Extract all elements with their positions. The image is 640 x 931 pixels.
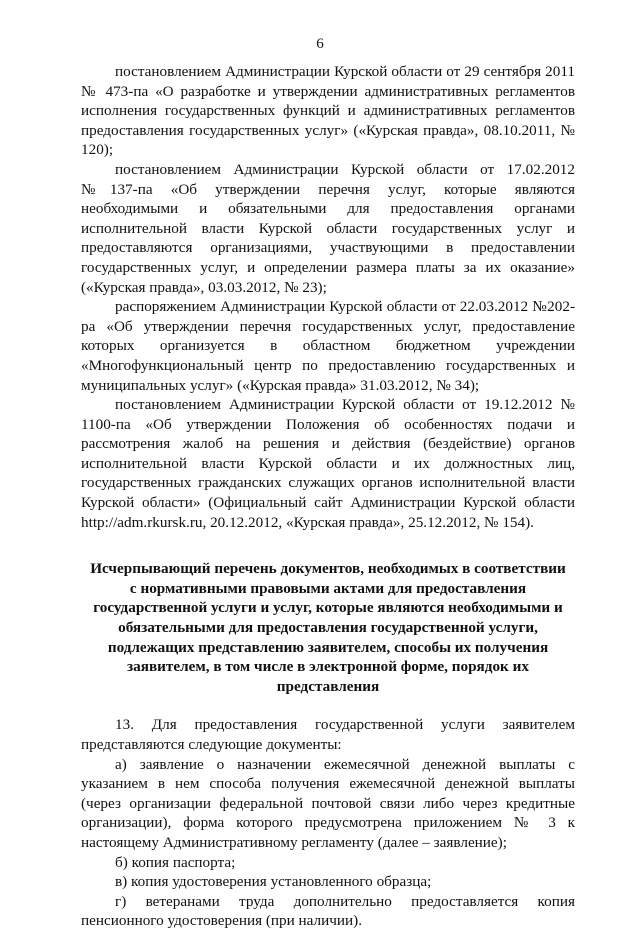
legal-act-paragraph: постановлением Администрации Курской области от 29 сентября 2011 № 473-па «О разработке и утверждении административных регламентов исполнения государственных функций и административных регламентов предоставления государственных услуг» («Курская правда», 08.10.2011, № 120); xyxy=(81,63,575,159)
section-paragraph: 13. Для предоставления государственной услуги заявителем представляются следующие документы: xyxy=(81,716,575,753)
section-paragraph: в) копия удостоверения установленного образца; xyxy=(115,873,432,891)
legal-act-paragraph: постановлением Администрации Курской области от 17.02.2012 №137-па «Об утверждении перечня услуг, которые являются необходимыми и обязательными для предоставления органами исполнительной власти Курской области государственных услуг и предоставляются организациями, участвующими в предоставлении государственных услуг, и определении размера платы за их оказание» («Курская правда», 03.03.2012, № 23); xyxy=(81,160,575,296)
document-body xyxy=(81,62,575,931)
legal-act-paragraph: постановлением Администрации Курской области от 19.12.2012 № 1100-па «Об утверждении Положения об особенностях подачи и рассмотрения жалоб на решения и действия (бездействие) органов исполнительной власти Курской области и их должностных лиц, государственных гражданских служащих органов исполнительной власти Курской области» (Официальный сайт Администрации Курской области http://adm.rkursk.ru, 20.12.2012, «Курская правда», 25.12.2012, № 154). xyxy=(81,396,575,531)
section-paragraph: г) ветеранами труда дополнительно предоставляется копия пенсионного удостоверения (при наличии). xyxy=(81,892,575,930)
section-paragraph: а) заявление о назначении ежемесячной денежной выплаты с указанием в нем способа получения ежемесячной денежной выплаты (через организации федеральной почтовой связи либо через кредитные организации), форма которого предусмотрена приложением № 3 к настоящему Административному регламенту (далее – заявление); xyxy=(81,755,575,851)
section-paragraph: б) копия паспорта; xyxy=(115,853,236,871)
legal-act-paragraph: распоряжением Администрации Курской области от 22.03.2012 №202-ра «Об утверждении перечня государственных услуг, предоставление которых организуется в областном бюджетном учреждении «Многофункциональный центр по предоставлению государственных и муниципальных услуг» («Курская правда» 31.03.2012, № 34); xyxy=(81,298,575,394)
section-heading: Исчерпывающий перечень документов, необходимых в соответствии с нормативными правовыми актами для предоставления государственной услуги и услуг, которые являются необходимыми и обязательными для предоставления государственной услуги, подлежащих представлению заявителем, способы их получения заявителем, в том числе в электронной форме, порядок их представления xyxy=(90,560,566,695)
page-number: 6 xyxy=(316,36,324,52)
